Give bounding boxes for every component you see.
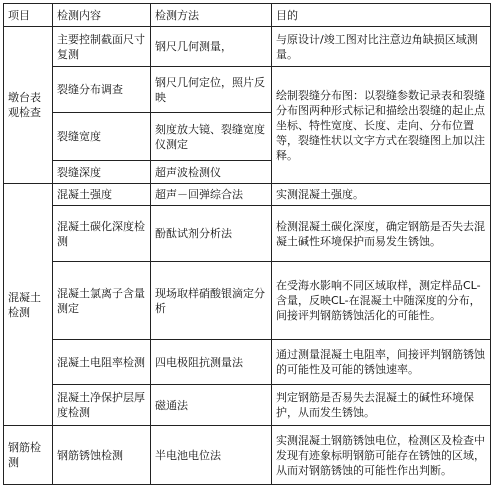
cell-method: 刻度放大镜、裂缝宽度仪测定 bbox=[151, 113, 272, 161]
cell-content: 混凝土氯离子含量测定 bbox=[53, 262, 151, 340]
cell-method: 磁通法 bbox=[151, 385, 272, 426]
cell-purpose: 与原设计/竣工图对比注意边角缺损区域测量。 bbox=[272, 27, 491, 67]
cell-method: 现场取样硝酸银滴定分析 bbox=[151, 262, 272, 340]
cell-purpose: 通过测量混凝土电阻率，间接评判钢筋锈蚀的可能性及可能的锈蚀速率。 bbox=[272, 340, 491, 385]
group-concrete-inspection: 混凝土检测 bbox=[4, 184, 53, 426]
cell-purpose: 实测混凝土钢筋锈蚀电位，检测区及检查中发现有迹象标明钢筋可能存在锈蚀的区域，从而对钢筋锈蚀的可能性作出判断。 bbox=[272, 426, 491, 485]
table-row bbox=[4, 27, 491, 67]
header-row bbox=[4, 4, 491, 27]
table-row bbox=[4, 184, 491, 206]
table-row bbox=[4, 67, 491, 113]
cell-content: 混凝土强度 bbox=[53, 184, 151, 206]
cell-content: 混凝土净保护层厚度检测 bbox=[53, 385, 151, 426]
cell-purpose: 判定钢筋是否易失去混凝土的碱性环境保护，从而发生锈蚀。 bbox=[272, 385, 491, 426]
table-row bbox=[4, 206, 491, 262]
cell-content: 混凝土碳化深度检测 bbox=[53, 206, 151, 262]
cell-method: 半电池电位法 bbox=[151, 426, 272, 485]
inspection-table bbox=[3, 3, 491, 485]
header-content: 检测内容 bbox=[53, 4, 151, 27]
table-row bbox=[4, 426, 491, 485]
cell-method: 酚酞试剂分析法 bbox=[151, 206, 272, 262]
cell-method: 钢尺几何测量， bbox=[151, 27, 272, 67]
cell-content: 裂缝分布调查 bbox=[53, 67, 151, 113]
cell-purpose: 检测混凝土碳化深度，确定钢筋是否失去混凝土碱性环境保护而易发生锈蚀。 bbox=[272, 206, 491, 262]
cell-method: 超声波检测仪 bbox=[151, 161, 272, 184]
cell-method: 四电极阻抗测量法 bbox=[151, 340, 272, 385]
group-pier-inspection: 墩台表观检查 bbox=[4, 27, 53, 184]
cell-method: 钢尺几何定位，照片反映 bbox=[151, 67, 272, 113]
cell-purpose: 实测混凝土强度。 bbox=[272, 184, 491, 206]
cell-content: 钢筋锈蚀检测 bbox=[53, 426, 151, 485]
cell-content: 裂缝宽度 bbox=[53, 113, 151, 161]
cell-purpose-crack: 绘制裂缝分布图：以裂缝参数记录表和裂缝分布图两种形式标记和描绘出裂缝的起止点坐标、特性宽度、长度、走向、分布位置等，裂缝性状以文字方式在裂缝图上加以注释。 bbox=[272, 67, 491, 184]
cell-purpose: 在受海水影响不同区域取样，测定样品CL-含量，反映CL-在混凝土中随深度的分布，间接评判钢筋锈蚀活化的可能性。 bbox=[272, 262, 491, 340]
table-row bbox=[4, 385, 491, 426]
table-row bbox=[4, 262, 491, 340]
header-method: 检测方法 bbox=[151, 4, 272, 27]
table-row bbox=[4, 340, 491, 385]
group-rebar-inspection: 钢筋检测 bbox=[4, 426, 53, 485]
cell-content: 主要控制截面尺寸复测 bbox=[53, 27, 151, 67]
cell-content: 混凝土电阻率检测 bbox=[53, 340, 151, 385]
header-item: 项目 bbox=[4, 4, 53, 27]
cell-method: 超声－回弹综合法 bbox=[151, 184, 272, 206]
cell-content: 裂缝深度 bbox=[53, 161, 151, 184]
header-purpose: 目的 bbox=[272, 4, 491, 27]
